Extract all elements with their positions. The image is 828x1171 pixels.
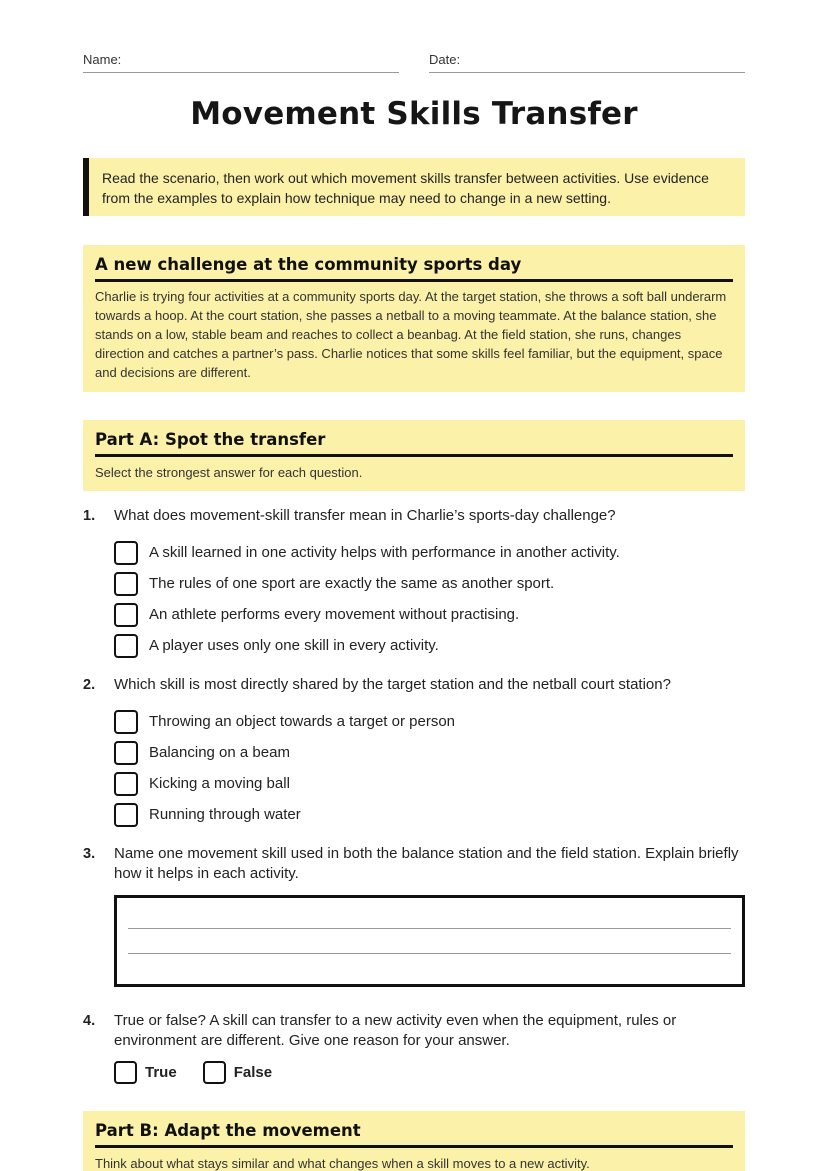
- student-info-row: [83, 52, 745, 73]
- answer-line: [128, 928, 731, 929]
- option-item[interactable]: [114, 768, 745, 799]
- option-item[interactable]: [114, 737, 745, 768]
- page-title: Movement Skills Transfer: [190, 96, 638, 132]
- question-text: Which skill is most directly shared by the target station and the netball court station?: [114, 676, 671, 693]
- option-item[interactable]: [114, 599, 745, 630]
- question-number: 3.: [83, 846, 96, 862]
- question-number: 2.: [83, 677, 96, 693]
- checkbox[interactable]: [114, 803, 138, 827]
- true-label: True: [145, 1063, 177, 1081]
- checkbox[interactable]: [114, 541, 138, 565]
- question-1: [83, 506, 745, 661]
- checkbox[interactable]: [114, 741, 138, 765]
- question-number: 1.: [83, 508, 96, 524]
- name-field[interactable]: [83, 52, 399, 73]
- option-label: A skill learned in one activity helps with performance in another activity.: [149, 543, 620, 561]
- option-item[interactable]: [114, 537, 745, 568]
- scenario-text: Charlie is trying four activities at a community sports day. At the target station, she throws a soft ball underarm towards a hoop. At the court station, she passes a netball to a moving teammate. At the balance station, she stands on a low, stable beam and reaches to collect a beanbag. At the field station, she runs, changes direction and catches a partner’s pass. Charlie notices that some skills feel familiar, but the equipment, space and decisions are different.: [95, 289, 727, 380]
- checkbox[interactable]: [114, 634, 138, 658]
- question-4: [83, 1011, 745, 1084]
- checkbox[interactable]: [114, 603, 138, 627]
- scenario-panel: [83, 245, 745, 392]
- question-number: 4.: [83, 1013, 96, 1029]
- question-text: Name one movement skill used in both the balance station and the field station. Explain briefly how it helps in each activity.: [114, 845, 739, 882]
- checkbox[interactable]: [114, 772, 138, 796]
- false-checkbox[interactable]: [203, 1061, 226, 1084]
- instructions-callout: Read the scenario, then work out which movement skills transfer between activities. Use evidence from the examples to explain how technique may need to change in a new setting.: [83, 158, 745, 216]
- option-label: An athlete performs every movement without practising.: [149, 605, 520, 623]
- part-a-panel: [83, 420, 745, 491]
- option-label: Running through water: [149, 805, 301, 823]
- option-label: Balancing on a beam: [149, 743, 290, 761]
- part-b-heading: Part B: Adapt the movement: [95, 1121, 733, 1148]
- question-text: True or false? A skill can transfer to a new activity even when the equipment, rules or environment are different. Give one reason for your answer.: [114, 1012, 677, 1049]
- option-item[interactable]: [114, 799, 745, 830]
- question-2-options: [114, 706, 745, 830]
- option-label: Throwing an object towards a target or person: [149, 712, 455, 730]
- answer-box[interactable]: [114, 895, 745, 987]
- name-label: Name:: [83, 52, 122, 67]
- answer-line: [128, 953, 731, 954]
- question-3: [83, 844, 745, 987]
- question-2: [83, 675, 745, 830]
- option-label: The rules of one sport are exactly the same as another sport.: [149, 574, 555, 592]
- option-item[interactable]: [114, 630, 745, 661]
- false-label: False: [233, 1063, 273, 1081]
- option-item[interactable]: [114, 568, 745, 599]
- question-text: What does movement-skill transfer mean in Charlie’s sports-day challenge?: [114, 507, 616, 524]
- part-a-heading: Part A: Spot the transfer: [95, 430, 733, 457]
- checkbox[interactable]: [114, 572, 138, 596]
- true-false-options: [114, 1061, 745, 1084]
- scenario-heading: A new challenge at the community sports day: [95, 255, 733, 282]
- option-item[interactable]: [114, 706, 745, 737]
- checkbox[interactable]: [114, 710, 138, 734]
- date-field[interactable]: [429, 52, 745, 73]
- part-b-text: Think about what stays similar and what changes when a skill moves to a new activity.: [95, 1156, 590, 1171]
- question-1-options: [114, 537, 745, 661]
- part-a-text: Select the strongest answer for each question.: [95, 465, 363, 480]
- option-label: A player uses only one skill in every activity.: [149, 636, 439, 654]
- true-checkbox[interactable]: [114, 1061, 137, 1084]
- date-label: Date:: [429, 52, 461, 67]
- part-b-panel: [83, 1111, 745, 1171]
- option-label: Kicking a moving ball: [149, 774, 290, 792]
